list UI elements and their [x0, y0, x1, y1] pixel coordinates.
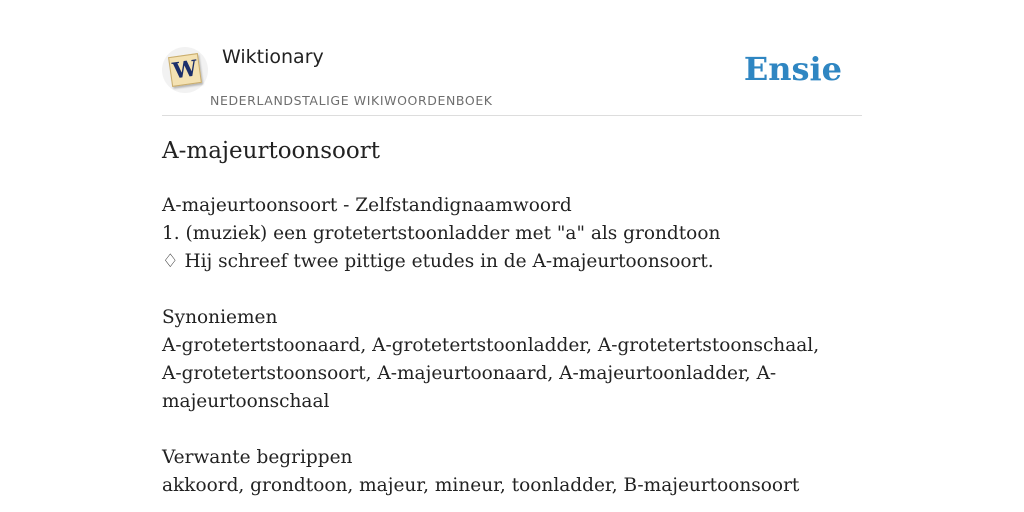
- synonyms-list: A-grotetertstoonaard, A-grotetertstoonladder, A-grotetertstoonschaal, A-grotetertstoonsoort, A-majeurtoonaard, A-majeurtoonladder, A-majeurtoonschaal: [162, 335, 820, 412]
- definition-line: 1. (muziek) een grotetertstoonladder met "a" als grondtoon: [162, 223, 721, 244]
- source-header: [162, 0, 862, 116]
- word-class-line: A-majeurtoonsoort - Zelfstandignaamwoord: [162, 195, 572, 216]
- wiktionary-logo-icon: [168, 53, 202, 87]
- spacer: [162, 416, 822, 444]
- logo-letter: W: [170, 55, 200, 85]
- page-title: A-majeurtoonsoort: [162, 138, 380, 164]
- synonyms-heading: Synoniemen: [162, 307, 278, 328]
- source-site-name: Wiktionary: [222, 46, 324, 68]
- source-site-subtitle: NEDERLANDSTALIGE WIKIWOORDENBOEK: [210, 93, 493, 108]
- entry-card: [162, 0, 862, 496]
- entry-content: [162, 192, 822, 500]
- example-sentence: ♢ Hij schreef twee pittige etudes in de A-majeurtoonsoort.: [162, 251, 714, 272]
- related-heading: Verwante begrippen: [162, 447, 353, 468]
- spacer: [162, 276, 822, 304]
- ensie-brand-logo[interactable]: Ensie: [743, 50, 842, 88]
- related-terms-list: akkoord, grondtoon, majeur, mineur, toonladder, B-majeurtoonsoort: [162, 475, 800, 496]
- wiktionary-logo: [162, 47, 208, 93]
